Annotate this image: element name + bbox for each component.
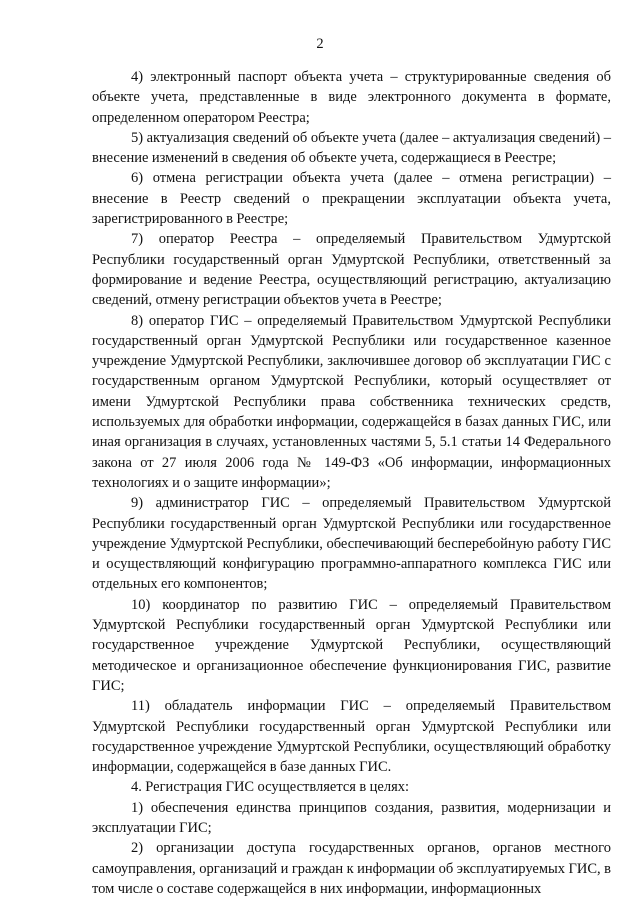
definition-item-7: 7) оператор Реестра – определяемый Правительством Удмуртской Республики государственный орган Удмуртской Республики, ответственный за формирование и ведение Реестра, осуществляющий регистрацию, актуализацию сведений, отмену регистрации объектов учета в Реестре;: [92, 231, 611, 309]
definition-item-10: 10) координатор по развитию ГИС – определяемый Правительством Удмуртской Республики государственный орган Удмуртской Республики или государственное учреждение Удмуртской Республики, осуществляющий методическое и организационное обеспечение функционирования ГИС, развитие ГИС;: [92, 596, 611, 694]
document-body: [92, 67, 611, 899]
definition-item-5: 5) актуализация сведений об объекте учета (далее – актуализация сведений) – внесение изменений в сведения об объекте учета, содержащиеся в Реестре;: [92, 129, 611, 167]
definition-item-9: 9) администратор ГИС – определяемый Правительством Удмуртской Республики государственный орган Удмуртской Республики или государственное учреждение Удмуртской Республики, обеспечивающий бесперебойную работу ГИС и осуществляющий конфигурацию программно-аппаратного комплекса ГИС или отдельных его компонентов;: [92, 495, 611, 593]
definition-item-8: 8) оператор ГИС – определяемый Правительством Удмуртской Республики государственный орган Удмуртской Республики или государственное казенное учреждение Удмуртской Республики, заключившее договор об эксплуатации ГИС с государственным органом Удмуртской Республики, который осуществляет от имени Удмуртской Республики права собственника технических средств, используемых для обработки информации, содержащейся в базах данных ГИС, или иная организация в случаях, установленных частями 5, 5.1 статьи 14 Федерального закона от 27 июля 2006 года № 149-ФЗ «Об информации, информационных технологиях и о защите информации»;: [92, 312, 611, 491]
definition-item-4: 4) электронный паспорт объекта учета – структурированные сведения об объекте учета, представленные в виде электронного документа в формате, определенном оператором Реестра;: [92, 69, 611, 126]
section-4-heading: 4. Регистрация ГИС осуществляется в целях:: [131, 779, 410, 796]
definition-item-11: 11) обладатель информации ГИС – определяемый Правительством Удмуртской Республики государственный орган Удмуртской Республики или государственное учреждение Удмуртской Республики, осуществляющий обработку информации, содержащейся в базе данных ГИС.: [92, 698, 611, 776]
page-number: 2: [316, 36, 324, 52]
definition-item-6: 6) отмена регистрации объекта учета (далее – отмена регистрации) – внесение в Реестр сведений о прекращении эксплуатации объекта учета, зарегистрированного в Реестре;: [92, 170, 611, 228]
purpose-item-1: 1) обеспечения единства принципов создания, развития, модернизации и эксплуатации ГИС;: [92, 799, 611, 836]
purpose-item-2: 2) организации доступа государственных органов, органов местного самоуправления, организаций и граждан к информации об эксплуатируемых ГИС, в том числе о составе содержащейся в них информации, информационных: [92, 840, 611, 897]
